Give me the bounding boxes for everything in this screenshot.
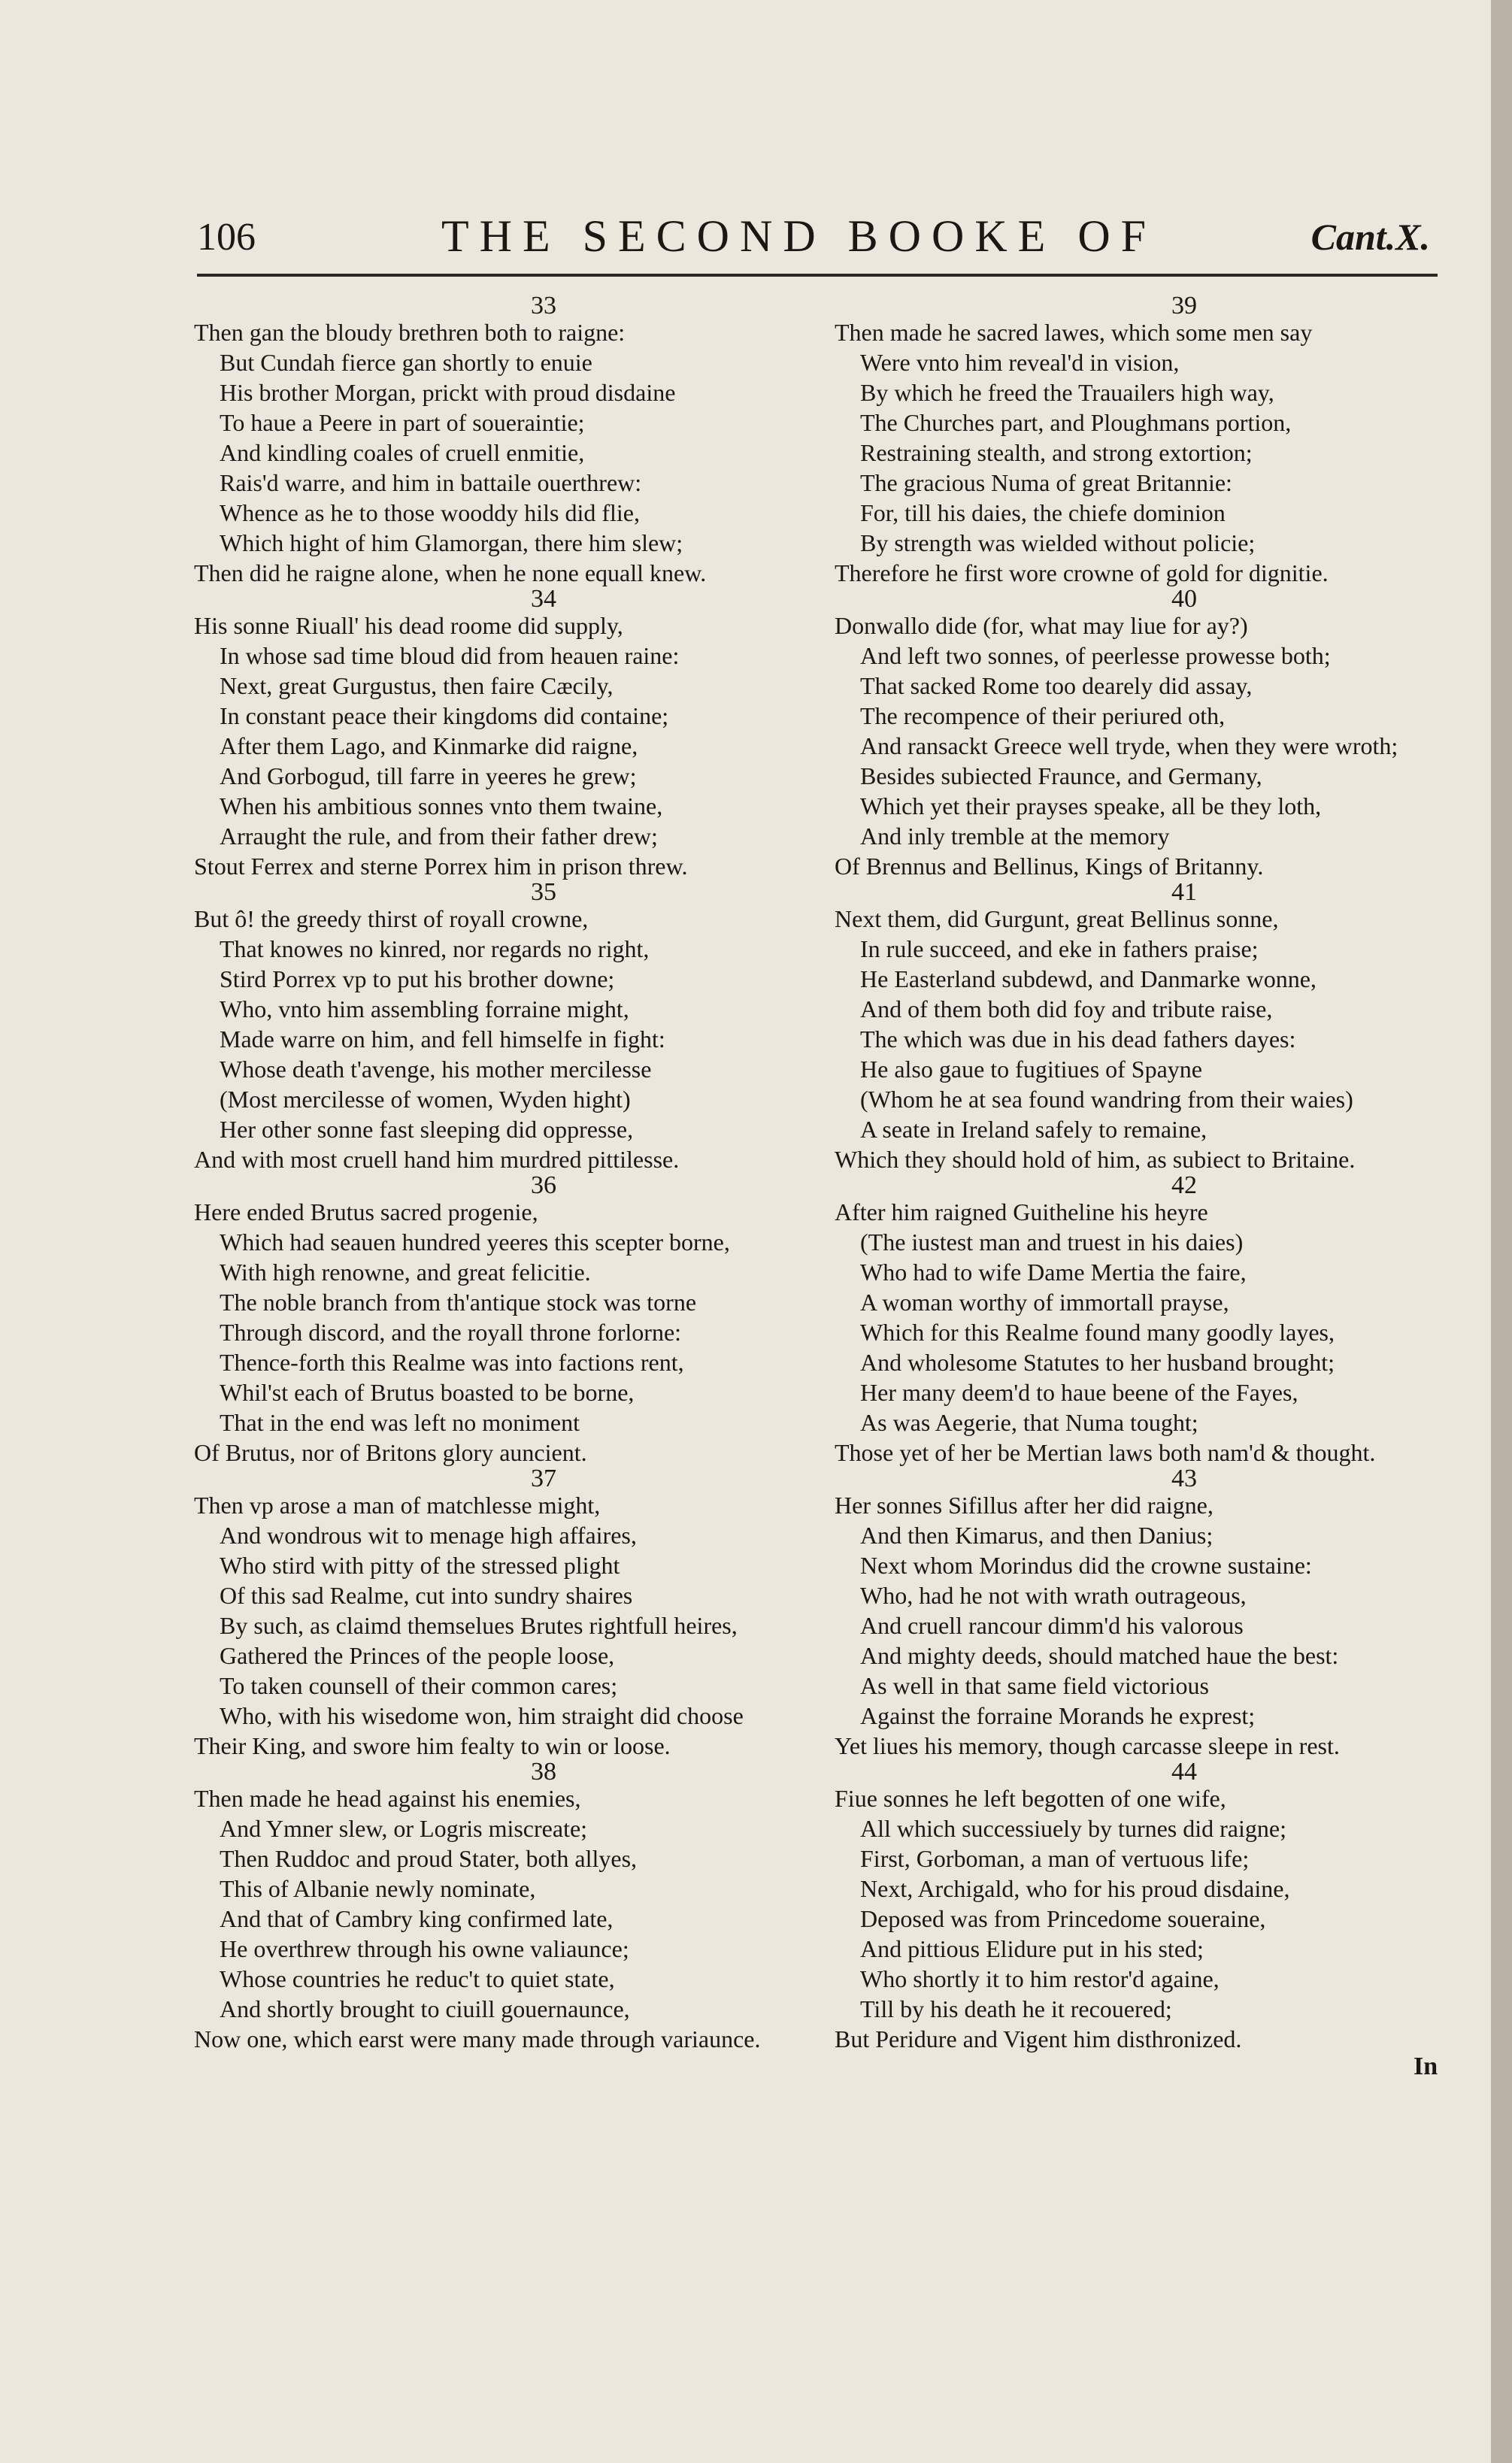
verse-line: Made warre on him, and fell himselfe in fight: bbox=[220, 1025, 665, 1053]
verse-line: Her other sonne fast sleeping did oppresse, bbox=[220, 1116, 634, 1143]
page-edge bbox=[1491, 0, 1512, 2463]
stanza-number: 41 bbox=[1171, 878, 1197, 906]
stanza bbox=[194, 878, 795, 1174]
stanza-number: 43 bbox=[1171, 1465, 1197, 1492]
page-header bbox=[197, 211, 1430, 263]
header-rule bbox=[197, 274, 1438, 277]
verse-line: All which successiuely by turnes did raigne; bbox=[860, 1815, 1286, 1842]
stanza-number: 33 bbox=[531, 292, 556, 320]
verse-line: For, till his daies, the chiefe dominion bbox=[860, 499, 1226, 526]
page-number: 106 bbox=[197, 216, 256, 259]
verse-line: He overthrew through his owne valiaunce; bbox=[220, 1935, 629, 1962]
verse-line: After him raigned Guitheline his heyre bbox=[835, 1198, 1208, 1225]
verse-line: (The iustest man and truest in his daies) bbox=[860, 1228, 1244, 1256]
verse-line: That sacked Rome too dearely did assay, bbox=[860, 672, 1253, 699]
verse-line: Then gan the bloudy brethren both to raigne: bbox=[194, 319, 626, 346]
stanza bbox=[194, 1465, 795, 1761]
verse-line: And mighty deeds, should matched haue the best: bbox=[860, 1642, 1339, 1669]
stanza bbox=[835, 878, 1436, 1174]
verse-line: Now one, which earst were many made through variaunce. bbox=[194, 2025, 761, 2052]
verse-line: Besides subiected Fraunce, and Germany, bbox=[860, 762, 1262, 789]
stanza bbox=[835, 1171, 1436, 1468]
verse-line: Yet liues his memory, though carcasse sleepe in rest. bbox=[835, 1732, 1340, 1759]
verse-line: As was Aegerie, that Numa tought; bbox=[860, 1409, 1198, 1436]
verse-line: (Most mercilesse of women, Wyden hight) bbox=[220, 1086, 631, 1113]
stanza bbox=[194, 1171, 795, 1468]
verse-line: That in the end was left no moniment bbox=[220, 1409, 580, 1436]
verse-line: Which yet their prayses speake, all be they loth, bbox=[860, 792, 1322, 819]
verse-line: With high renowne, and great felicitie. bbox=[220, 1259, 591, 1286]
verse-line: The gracious Numa of great Britannie: bbox=[860, 469, 1232, 496]
verse-line: Gathered the Princes of the people loose, bbox=[220, 1642, 615, 1669]
verse-line: When his ambitious sonnes vnto them twaine, bbox=[220, 792, 663, 819]
verse-line: In constant peace their kingdoms did containe; bbox=[220, 702, 669, 729]
verse-line: His brother Morgan, prickt with proud disdaine bbox=[220, 379, 676, 406]
verse-line: The Churches part, and Ploughmans portion, bbox=[860, 409, 1292, 436]
verse-line: And Ymner slew, or Logris miscreate; bbox=[220, 1815, 588, 1842]
verse-line: Next, great Gurgustus, then faire Cæcily, bbox=[220, 672, 614, 699]
verse-line: A seate in Ireland safely to remaine, bbox=[860, 1116, 1207, 1143]
verse-line: In rule succeed, and eke in fathers praise; bbox=[860, 935, 1259, 962]
verse-line: Who stird with pitty of the stressed plight bbox=[220, 1552, 620, 1579]
verse-line: Then made he sacred lawes, which some men say bbox=[835, 319, 1313, 346]
verse-line: And kindling coales of cruell enmitie, bbox=[220, 439, 585, 466]
verse-line: And pittious Elidure put in his sted; bbox=[860, 1935, 1204, 1962]
verse-line: And left two sonnes, of peerlesse prowesse both; bbox=[860, 642, 1331, 669]
verse-line: Stout Ferrex and sterne Porrex him in prison threw. bbox=[194, 853, 688, 880]
verse-line: Thence-forth this Realme was into factions rent, bbox=[220, 1349, 684, 1376]
canto-label: Cant.X. bbox=[1311, 216, 1430, 258]
verse-line: Then made he head against his enemies, bbox=[194, 1785, 581, 1812]
verse-line: Then vp arose a man of matchlesse might, bbox=[194, 1492, 601, 1519]
verse-line: His sonne Riuall' his dead roome did supply, bbox=[194, 612, 623, 639]
verse-line: After them Lago, and Kinmarke did raigne, bbox=[220, 732, 638, 759]
verse-line: Against the forraine Morands he exprest; bbox=[860, 1702, 1256, 1729]
verse-line: And cruell rancour dimm'd his valorous bbox=[860, 1612, 1244, 1639]
stanza-number: 39 bbox=[1171, 292, 1197, 320]
stanza-number: 44 bbox=[1171, 1758, 1197, 1786]
verse-line: By which he freed the Trauailers high way, bbox=[860, 379, 1274, 406]
right-column bbox=[835, 292, 1436, 2054]
verse-line: That knowes no kinred, nor regards no right, bbox=[220, 935, 650, 962]
verse-line: By strength was wielded without policie; bbox=[860, 529, 1256, 556]
stanza-number: 36 bbox=[531, 1171, 556, 1199]
verse-line: Their King, and swore him fealty to win or loose. bbox=[194, 1732, 671, 1759]
verse-line: This of Albanie newly nominate, bbox=[220, 1875, 536, 1902]
verse-line: Those yet of her be Mertian laws both nam'd & thought. bbox=[835, 1439, 1376, 1466]
verse-line: Who, with his wisedome won, him straight did choose bbox=[220, 1702, 744, 1729]
stanza-number: 40 bbox=[1171, 585, 1197, 613]
verse-line: Who, vnto him assembling forraine might, bbox=[220, 995, 629, 1022]
verse-line: In whose sad time bloud did from heauen raine: bbox=[220, 642, 680, 669]
verse-line: Then did he raigne alone, when he none equall knew. bbox=[194, 559, 707, 586]
verse-line: Of this sad Realme, cut into sundry shaires bbox=[220, 1582, 633, 1609]
stanza bbox=[835, 292, 1436, 588]
verse-line: Of Brennus and Bellinus, Kings of Britanny. bbox=[835, 853, 1264, 880]
verse-line: Who shortly it to him restor'd againe, bbox=[860, 1965, 1220, 1992]
verse-line: Here ended Brutus sacred progenie, bbox=[194, 1198, 538, 1225]
verse-line: Arraught the rule, and from their father drew; bbox=[220, 823, 658, 850]
verse-line: Through discord, and the royall throne forlorne: bbox=[220, 1319, 682, 1346]
stanza-number: 38 bbox=[531, 1758, 556, 1786]
verse-line: Stird Porrex vp to put his brother downe; bbox=[220, 965, 615, 992]
stanza bbox=[835, 585, 1436, 881]
verse-line: Whence as he to those wooddy hils did flie, bbox=[220, 499, 640, 526]
verse-line: As well in that same field victorious bbox=[860, 1672, 1209, 1699]
verse-line: First, Gorboman, a man of vertuous life; bbox=[860, 1845, 1250, 1872]
verse-line: And shortly brought to ciuill gouernaunce, bbox=[220, 1995, 630, 2022]
stanza bbox=[835, 1465, 1436, 1761]
stanza bbox=[194, 585, 795, 881]
verse-line: To taken counsell of their common cares; bbox=[220, 1672, 618, 1699]
verse-line: Were vnto him reveal'd in vision, bbox=[860, 349, 1180, 376]
verse-line: Her many deem'd to haue beene of the Fayes, bbox=[860, 1379, 1298, 1406]
verse-line: Next, Archigald, who for his proud disdaine, bbox=[860, 1875, 1290, 1902]
verse-line: Who had to wife Dame Mertia the faire, bbox=[860, 1259, 1247, 1286]
verse-line: The noble branch from th'antique stock was torne bbox=[220, 1289, 697, 1316]
verse-line: Which had seauen hundred yeeres this scepter borne, bbox=[220, 1228, 730, 1256]
verse-line: He Easterland subdewd, and Danmarke wonne, bbox=[860, 965, 1317, 992]
stanza-number: 35 bbox=[531, 878, 556, 906]
verse-line: And inly tremble at the memory bbox=[860, 823, 1170, 850]
verse-line: The which was due in his dead fathers dayes: bbox=[860, 1025, 1296, 1053]
verse-line: (Whom he at sea found wandring from their waies) bbox=[860, 1086, 1353, 1113]
verse-line: Till by his death he it recouered; bbox=[860, 1995, 1172, 2022]
verse-line: And wondrous wit to menage high affaires, bbox=[220, 1522, 637, 1549]
stanza bbox=[835, 1758, 1436, 2054]
verse-line: Which hight of him Glamorgan, there him slew; bbox=[220, 529, 683, 556]
verse-line: By such, as claimd themselues Brutes rightfull heires, bbox=[220, 1612, 738, 1639]
verse-line: Of Brutus, nor of Britons glory auncient. bbox=[194, 1439, 587, 1466]
verse-line: Whil'st each of Brutus boasted to be borne, bbox=[220, 1379, 635, 1406]
verse-line: Donwallo dide (for, what may liue for ay?) bbox=[835, 612, 1248, 639]
verse-line: Rais'd warre, and him in battaile ouerthrew: bbox=[220, 469, 642, 496]
verse-line: And ransackt Greece well tryde, when they were wroth; bbox=[860, 732, 1398, 759]
verse-line: And wholesome Statutes to her husband brought; bbox=[860, 1349, 1335, 1376]
verse-line: Whose countries he reduc't to quiet state, bbox=[220, 1965, 615, 1992]
verse-line: Next them, did Gurgunt, great Bellinus sonne, bbox=[835, 905, 1279, 932]
left-column bbox=[194, 292, 795, 2054]
verse-line: And with most cruell hand him murdred pittilesse. bbox=[194, 1146, 680, 1173]
verse-line: Next whom Morindus did the crowne sustaine: bbox=[860, 1552, 1312, 1579]
verse-line: And of them both did foy and tribute raise, bbox=[860, 995, 1273, 1022]
verse-line: Therefore he first wore crowne of gold for dignitie. bbox=[835, 559, 1329, 586]
verse-line: But ô! the greedy thirst of royall crowne, bbox=[194, 905, 589, 932]
verse-line: But Cundah fierce gan shortly to enuie bbox=[220, 349, 592, 376]
verse-line: He also gaue to fugitiues of Spayne bbox=[860, 1056, 1202, 1083]
verse-line: Her sonnes Sifillus after her did raigne, bbox=[835, 1492, 1214, 1519]
verse-line: Fiue sonnes he left begotten of one wife, bbox=[835, 1785, 1226, 1812]
verse-line: And that of Cambry king confirmed late, bbox=[220, 1905, 614, 1932]
verse-line: But Peridure and Vigent him disthronized. bbox=[835, 2025, 1242, 2052]
stanza-number: 37 bbox=[531, 1465, 556, 1492]
verse-line: Who, had he not with wrath outrageous, bbox=[860, 1582, 1247, 1609]
verse-line: The recompence of their periured oth, bbox=[860, 702, 1226, 729]
verse-line: To haue a Peere in part of soueraintie; bbox=[220, 409, 585, 436]
verse-line: A woman worthy of immortall prayse, bbox=[860, 1289, 1229, 1316]
verse-line: Which for this Realme found many goodly layes, bbox=[860, 1319, 1335, 1346]
catchword: In bbox=[1414, 2052, 1438, 2080]
verse-line: Which they should hold of him, as subiect to Britaine. bbox=[835, 1146, 1356, 1173]
verse-line: Deposed was from Princedome soueraine, bbox=[860, 1905, 1266, 1932]
verse-line: And then Kimarus, and then Danius; bbox=[860, 1522, 1214, 1549]
stanza bbox=[194, 1758, 795, 2054]
stanza-number: 42 bbox=[1171, 1171, 1197, 1199]
verse-line: Whose death t'avenge, his mother mercilesse bbox=[220, 1056, 652, 1083]
verse-line: And Gorbogud, till farre in yeeres he grew; bbox=[220, 762, 637, 789]
stanza bbox=[194, 292, 795, 588]
stanza-number: 34 bbox=[531, 585, 556, 613]
verse-line: Then Ruddoc and proud Stater, both allyes, bbox=[220, 1845, 638, 1872]
running-title: THE SECOND BOOKE OF bbox=[441, 211, 1157, 261]
verse-line: Restraining stealth, and strong extortion; bbox=[860, 439, 1253, 466]
